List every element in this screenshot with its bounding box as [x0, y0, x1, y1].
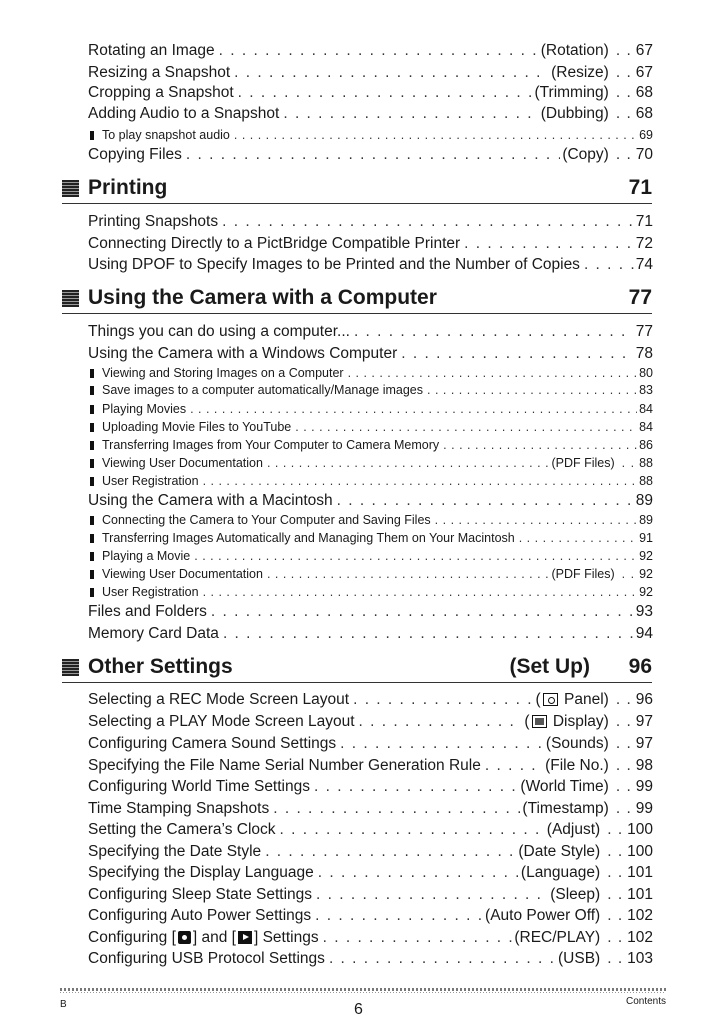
toc-subentry-win-movies[interactable]: Playing Movies . . . 84	[88, 401, 653, 417]
section-page: 96	[628, 655, 652, 678]
section-page: 71	[628, 176, 652, 199]
toc-entry-auto-power[interactable]: Configuring Auto Power Settings . . . (Auto Power Off) . . 102	[88, 906, 653, 926]
section-square-icon	[62, 659, 79, 676]
footer-language-letter: B	[60, 999, 67, 1010]
toc-entry-windows[interactable]: Using the Camera with a Windows Computer . . . 78	[88, 344, 653, 364]
toc-subentry-mac-reg[interactable]: User Registration . . . 92	[88, 584, 653, 600]
play-display-icon	[532, 715, 547, 728]
section-title: Using the Camera with a Computer	[88, 286, 437, 309]
bullet-bar-icon	[90, 131, 94, 140]
toc-subentry-mac-movie[interactable]: Playing a Movie . . . 92	[88, 548, 653, 564]
bullet-bar-icon	[90, 477, 94, 486]
toc-entry-printing-snapshots[interactable]: Printing Snapshots . . . 71	[88, 212, 653, 232]
toc-entry-things[interactable]: Things you can do using a computer... . . . 77	[88, 322, 653, 342]
toc-entry-date-style[interactable]: Specifying the Date Style . . . (Date Style) . . 100	[88, 842, 653, 862]
toc-entry-rec-layout[interactable]: Selecting a REC Mode Screen Layout . . . ( Panel) . . 96	[88, 690, 653, 710]
bullet-bar-icon	[90, 570, 94, 579]
bullet-bar-icon	[90, 588, 94, 597]
bullet-bar-icon	[90, 534, 94, 543]
toc-entry-cropping[interactable]: Cropping a Snapshot . . . (Trimming) . . 68	[88, 83, 653, 103]
section-printing[interactable]	[62, 176, 652, 206]
toc-entry-audio[interactable]: Adding Audio to a Snapshot . . . (Dubbing) . . 68	[88, 104, 653, 124]
toc-entry-files-folders[interactable]: Files and Folders . . . 93	[88, 602, 653, 622]
bullet-bar-icon	[90, 441, 94, 450]
section-key: (Set Up)	[509, 655, 590, 678]
section-title: Other Settings	[88, 655, 233, 678]
bullet-bar-icon	[90, 516, 94, 525]
bullet-bar-icon	[90, 386, 94, 395]
bullet-bar-icon	[90, 405, 94, 414]
toc-entry-play-layout[interactable]: Selecting a PLAY Mode Screen Layout . . . ( Display) . . 97	[88, 712, 653, 732]
toc-entry-rec-play[interactable]: Configuring [ ] and [ ] Settings . . . (REC/PLAY) . . 102	[88, 928, 653, 948]
playback-icon	[238, 931, 252, 944]
footer-page-number: 6	[354, 1001, 363, 1018]
toc-subentry-win-reg[interactable]: User Registration . . . 88	[88, 473, 653, 489]
toc-subentry-mac-connect[interactable]: Connecting the Camera to Your Computer and Saving Files . . . 89	[88, 512, 653, 528]
toc-subentry-mac-docs[interactable]: Viewing User Documentation . . . (PDF Files) . . 92	[88, 566, 653, 582]
toc-entry-world-time[interactable]: Configuring World Time Settings . . . (World Time) . . 99	[88, 777, 653, 797]
footer-contents-label: Contents	[625, 996, 666, 1007]
toc-entry-resizing[interactable]: Resizing a Snapshot . . . (Resize) . . 67	[88, 63, 653, 83]
toc-entry-file-no[interactable]: Specifying the File Name Serial Number Generation Rule . . . (File No.) . . 98	[88, 756, 653, 776]
toc-subentry-mac-transfer[interactable]: Transferring Images Automatically and Managing Them on Your Macintosh . . . 91	[88, 530, 653, 546]
bullet-bar-icon	[90, 459, 94, 468]
toc-subentry-win-youtube[interactable]: Uploading Movie Files to YouTube . . . 84	[88, 419, 653, 435]
bullet-bar-icon	[90, 552, 94, 561]
toc-entry-sound[interactable]: Configuring Camera Sound Settings . . . (Sounds) . . 97	[88, 734, 653, 754]
section-computer[interactable]	[62, 286, 652, 316]
toc-entry-clock[interactable]: Setting the Camera’s Clock . . . (Adjust) . . 100	[88, 820, 653, 840]
section-square-icon	[62, 290, 79, 307]
section-other-settings[interactable]	[62, 655, 652, 685]
footer-rule-thin	[60, 992, 666, 993]
toc-entry-sleep[interactable]: Configuring Sleep State Settings . . . (Sleep) . . 101	[88, 885, 653, 905]
bullet-bar-icon	[90, 423, 94, 432]
toc-entry-copying[interactable]: Copying Files . . . (Copy) . . 70	[88, 145, 653, 165]
toc-entry-dpof[interactable]: Using DPOF to Specify Images to be Printed and the Number of Copies . . . 74	[88, 255, 653, 275]
toc-subentry-win-docs[interactable]: Viewing User Documentation . . . (PDF Files) . . 88	[88, 455, 653, 471]
section-page: 77	[628, 286, 652, 309]
rec-panel-icon	[543, 693, 558, 706]
toc-entry-timestamp[interactable]: Time Stamping Snapshots . . . (Timestamp) . . 99	[88, 799, 653, 819]
section-square-icon	[62, 180, 79, 197]
toc-entry-usb[interactable]: Configuring USB Protocol Settings . . . (USB) . . 103	[88, 949, 653, 969]
toc-subentry-play-audio[interactable]: To play snapshot audio . . . 69	[88, 127, 653, 143]
camera-icon	[178, 931, 191, 944]
footer-rule	[60, 988, 666, 991]
section-rule	[62, 682, 652, 683]
toc-entry-rotating[interactable]: Rotating an Image . . . (Rotation) . . 67	[88, 41, 653, 61]
section-title: Printing	[88, 176, 168, 199]
section-rule	[62, 203, 652, 204]
bullet-bar-icon	[90, 369, 94, 378]
toc-subentry-win-viewing[interactable]: Viewing and Storing Images on a Computer . . . 80	[88, 365, 653, 381]
section-rule	[62, 313, 652, 314]
toc-entry-memory-card[interactable]: Memory Card Data . . . 94	[88, 624, 653, 644]
toc-entry-pictbridge[interactable]: Connecting Directly to a PictBridge Compatible Printer . . . 72	[88, 234, 653, 254]
toc-entry-mac[interactable]: Using the Camera with a Macintosh . . . 89	[88, 491, 653, 511]
toc-subentry-win-transfer[interactable]: Transferring Images from Your Computer to Camera Memory . . . 86	[88, 437, 653, 453]
toc-subentry-win-save[interactable]: Save images to a computer automatically/Manage images . . . 83	[88, 382, 653, 398]
toc-entry-language[interactable]: Specifying the Display Language . . . (Language) . . 101	[88, 863, 653, 883]
